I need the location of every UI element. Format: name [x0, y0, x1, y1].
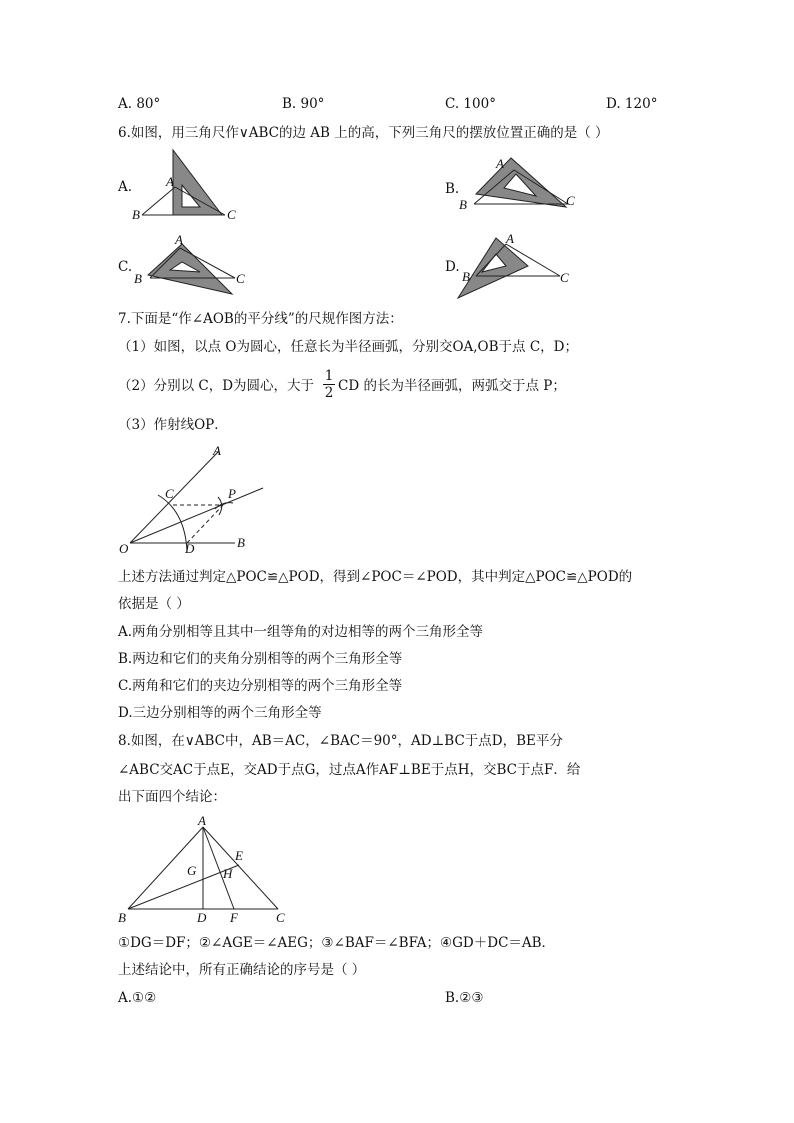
q7-point-o: O [119, 541, 129, 556]
q8-line1: 8.如图，在∨ABC中，AB＝AC，∠BAC＝90°，AD⊥BC于点D，BE平分 [118, 733, 563, 749]
q6-label-c: C. [118, 259, 133, 275]
q5-option-b: B. 90° [282, 96, 325, 112]
q7-step1: （1）如图，以点 O为圆心，任意长为半径画弧，分别交OA,OB于点 C，D； [118, 339, 578, 355]
q7-question-line2: 依据是（ ） [118, 596, 190, 612]
q5-option-d: D. 120° [606, 96, 658, 112]
q6-figure-d [456, 230, 586, 300]
q8-point-d: D [197, 910, 207, 925]
q8-option-b: B.②③ [445, 990, 484, 1006]
q6-figure-b [456, 152, 596, 212]
q7-point-a: A [213, 443, 221, 458]
q7-option-d: D.三边分别相等的两个三角形全等 [118, 705, 322, 721]
q8-figure [115, 812, 295, 927]
q8-line2: ∠ABC交AC于点E，交AD于点G，过点A作AF⊥BE于点H，交BC于点F．给 [118, 762, 581, 778]
q5-option-a: A. 80° [118, 96, 161, 112]
q6b-point-b: B [459, 197, 467, 212]
q7-point-c: C [165, 486, 174, 501]
q6b-point-a: A [496, 156, 504, 171]
q6c-point-c: C [236, 271, 245, 286]
q6-label-d: D. [445, 259, 460, 275]
q8-point-h: H [223, 866, 233, 881]
q7-option-b: B.两边和它们的夹角分别相等的两个三角形全等 [118, 651, 403, 667]
q7-figure [115, 443, 275, 558]
q7-fraction: $\frac{1}{2}$ [324, 368, 334, 401]
q6-stem: 6.如图，用三角尺作∨ABC的边 AB 上的高，下列三角尺的摆放位置正确的是（ ） [118, 125, 609, 141]
q6a-point-c: C [227, 207, 236, 222]
q8-line3: 出下面四个结论： [118, 789, 226, 805]
q6c-point-a: A [175, 232, 183, 247]
q6c-point-b: B [134, 271, 142, 286]
q8-point-e: E [235, 848, 243, 863]
q8-option-a: A.①② [118, 990, 157, 1006]
q6a-point-a: A [166, 174, 174, 189]
q7-point-b: B [237, 535, 245, 550]
q6b-point-c: C [566, 193, 575, 208]
q7-step2-b: CD 的长为半径画弧，两弧交于点 P； [338, 378, 566, 394]
q7-step2-a: （2）分别以 C，D为圆心，大于 [118, 378, 315, 394]
q8-point-g: G [187, 863, 197, 878]
q6-figure-a [130, 145, 260, 225]
q7-stem: 7.下面是“作∠AOB的平分线”的尺规作图方法： [118, 311, 403, 327]
q6a-point-b: B [132, 207, 140, 222]
q6-figure-c [130, 230, 270, 300]
q7-question-line1: 上述方法通过判定△POC≌△POD，得到∠POC＝∠POD，其中判定△POC≌△POD的 [118, 569, 633, 585]
q8-point-b: B [118, 910, 126, 925]
q6d-point-a: A [506, 231, 514, 246]
q8-point-f: F [230, 910, 238, 925]
q7-option-a: A.两角分别相等且其中一组等角的对边相等的两个三角形全等 [118, 624, 484, 640]
q8-point-a: A [198, 813, 206, 828]
q7-option-c: C.两角和它们的夹边分别相等的两个三角形全等 [118, 678, 403, 694]
q6d-point-b: B [462, 269, 470, 284]
q8-question: 上述结论中，所有正确结论的序号是（ ） [118, 962, 366, 978]
q8-conclusions: ①DG＝DF；②∠AGE＝∠AEG；③∠BAF＝∠BFA；④GD＋DC＝AB． [118, 935, 556, 951]
q7-step3: （3）作射线OP． [118, 417, 228, 433]
q6d-point-c: C [560, 270, 569, 285]
q8-point-c: C [276, 910, 285, 925]
q7-point-p: P [228, 486, 236, 501]
q5-option-c: C. 100° [445, 96, 496, 112]
q6-label-b: B. [445, 181, 460, 197]
q6-label-a: A. [118, 179, 133, 195]
q7-point-d: D [185, 541, 195, 556]
